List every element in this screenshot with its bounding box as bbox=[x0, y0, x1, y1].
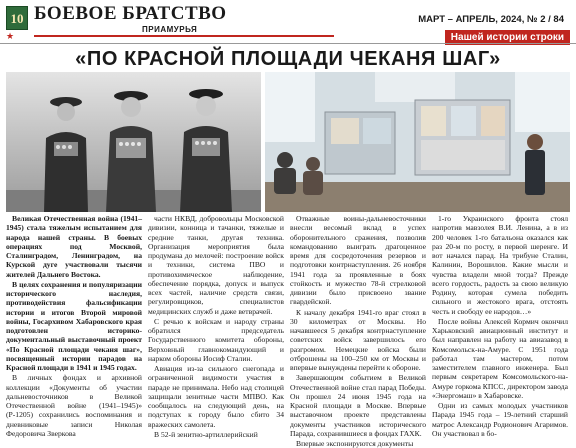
text-column-4 bbox=[432, 214, 568, 442]
section-rubric: Нашей истории строки bbox=[445, 30, 570, 45]
paragraph: Отважные воины-дальневосточники внесли весомый вклад в успех оборонительного сражения, позволив командованию выиграть драгоценное время для сосредоточения резервов и подготовки контрнаступления. 26 ноября 1941 года за проявленные в боях стойкость и мужество 78-й стрелковой дивизии было присвоено звание гвардейской. bbox=[290, 214, 426, 307]
veterans-group-photo bbox=[6, 72, 261, 212]
star-icon: ★ bbox=[6, 31, 15, 41]
paragraph: К началу декабря 1941-го враг стоял в 30 километрах от Москвы. Но начавшееся 5 декабря контрнаступление советских войск завершилось его разгромом. Немецкие войска были отброшены на 100–250 км от Москвы и впервые вынуждены перейти к обороне. bbox=[290, 307, 426, 372]
article-body bbox=[6, 214, 570, 448]
paragraph: 1-го Украинского фронта стоял напротив мавзолея В.И. Ленина, а в из 200 человек 1-го батальона оказался как раз 20-м по росту, в первой шеренге. И вот начался парад. На трибуне Сталин, Калинин, Ворошилов. Какие мысли и чувства владели мной тогда? Прежде всего гордость, радость за свою великую Родину, которая сумела победить сильного и жестокого врага, отстоять честь и свободу ее народов…» bbox=[432, 214, 568, 316]
paragraph: Авиация из-за сильного снегопада и ограниченной видимости участия в параде не принимала. Небо над столицей защищали зенитные части МПВО. Как сообщалось на следующий день, на подступах к городу было сбито 34 вражеских самолета. bbox=[148, 364, 284, 429]
header-divider bbox=[0, 43, 576, 44]
museum-lecture-photo bbox=[265, 72, 570, 212]
text-column-1 bbox=[6, 214, 142, 442]
masthead-divider bbox=[34, 35, 334, 37]
text-column-2 bbox=[148, 214, 284, 442]
paragraph: Завершающим событием в Великой Отечественной войне стал парад Победы. Он прошел 24 июня 1945 года на Красной площади в Москве. Впервые выставочном проекте представлены документы участников исторического Парада, сохранившиеся в фондах ГАХК. bbox=[290, 373, 426, 438]
paragraph: В личных фондах и архивной коллекции «Документы об участии дальневосточников в Великой Отечественной войне (1941–1945)» (Р-1205) сохранились воспоминания и дневниковые записи Николая Федоровича Зверкова bbox=[6, 373, 142, 438]
logo-number: 10 bbox=[10, 11, 24, 26]
text-column-3 bbox=[290, 214, 426, 448]
paragraph: После войны Алексей Кормич окончил Харьковский авиационный институт и был направлен на работу на авиазавод в Комсомольск-на-Амуре. С 1951 года работал там мастером, потом заместителем главного инженера. Был первым секретарем Комсомольского-на-Амуре горкома КПСС, директором завода «Энергомаш» в Хабаровске. bbox=[432, 316, 568, 400]
magazine-subtitle: ПРИАМУРЬЯ bbox=[142, 25, 198, 34]
masthead bbox=[0, 0, 576, 43]
article-headline: «ПО КРАСНОЙ ПЛОЩАДИ ЧЕКАНЯ ШАГ» bbox=[75, 48, 501, 70]
paragraph: В целях сохранения и популяризации исторического наследия, противодействия фальсификации истории и итогов Второй мировой войны, Госархивом Хабаровского края подготовлен историко-документальный выставочный проект «По Красной площади чеканя шаг», посвященный истории парадов на Красной площади в 1941 и 1945 годах. bbox=[6, 279, 142, 372]
magazine-title: БОЕВОЕ БРАТСТВО bbox=[34, 3, 227, 24]
paragraph: Впервые экспонируются документы bbox=[296, 439, 414, 448]
magazine-logo bbox=[6, 6, 28, 30]
issue-info: МАРТ – АПРЕЛЬ, 2024, № 2 / 84 bbox=[418, 14, 564, 25]
paragraph: С речью к войскам и народу страны обратился председатель Государственного комитета обороны, Верховный главнокомандующий и нарком обороны Иосиф Сталин. bbox=[148, 316, 284, 363]
paragraph: части НКВД, добровольцы Московской дивизии, конница и тачанки, тяжелые и средние танки, другая техника. Организация мероприятия была продумана до мелочей: построение войск и техники, система ПВО и противохимическое наблюдение, обеспечение порядка, допуск и выпуск всех частей, наличие средств связи, регулировщиков, специалистов медицинских служб и даже ветврачей. bbox=[148, 214, 284, 316]
paragraph: Великая Отечественная война (1941–1945) стала тяжелым испытанием для народа нашей страны. В боевых операциях под Москвой, Сталинградом, Ленинградом, на Курской дуге участвовали тысячи жителей Дальнего Востока. bbox=[6, 214, 142, 279]
paragraph: Одни из самых молодых участников Парада 1945 года – 19-летний старший матрос Александр Родионович Агаримов. Он участвовал в бо- bbox=[432, 401, 568, 438]
paragraph: В 52-й зенитно-артиллерийский bbox=[154, 429, 258, 439]
